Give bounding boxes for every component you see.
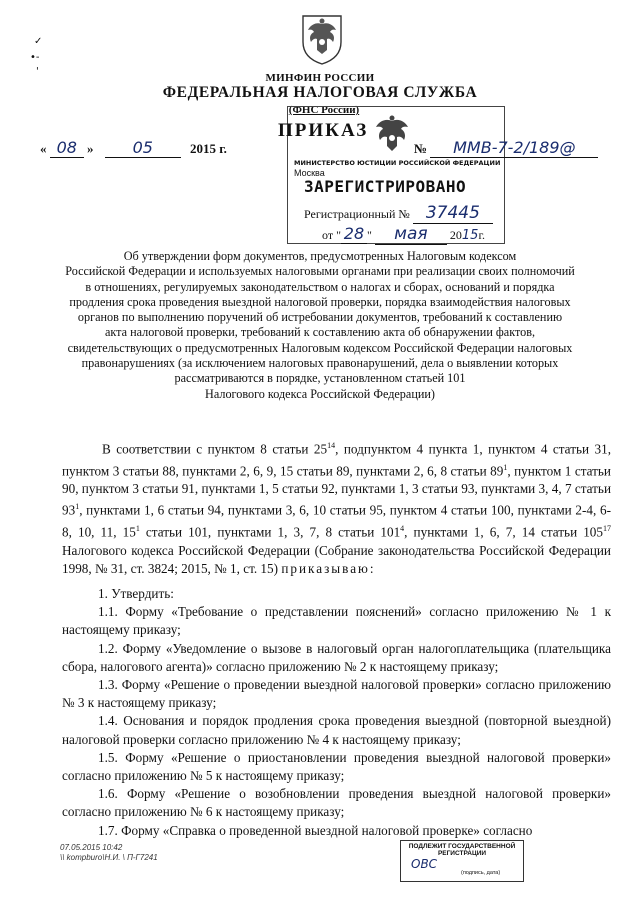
document-title: ПРИКАЗ (278, 120, 369, 141)
preamble-text: Налогового кодекса Российской Федерации (Собрание законодательства Российской Федерации 1998, № 31, ст. 3824; 2015, № 1, ст. 15) (62, 542, 611, 576)
order-items (62, 585, 611, 840)
superscript: 1 (135, 523, 140, 533)
date-month: 05 (105, 138, 181, 158)
stamp-reg-label: Регистрационный № (304, 207, 410, 221)
footer-timestamp: 07.05.2015 10:42 (60, 843, 123, 852)
document-date (40, 138, 227, 158)
subject-line: Российской Федерации и используемых налоговыми органами при реализации своих полномочий (65, 264, 575, 279)
subject-line: в отношениях, регулируемых законодательством о налогах и сборах, оснований и порядка (85, 279, 555, 294)
date-open-quote: « (40, 141, 47, 156)
stamp-date-g: г. (478, 228, 486, 242)
eagle-icon (372, 113, 412, 155)
date-year: 2015 г. (190, 141, 227, 156)
subject-line: Налогового кодекса Российской Федерации) (205, 386, 435, 401)
margin-mark: •- (30, 52, 40, 63)
podl-date-caption: (подпись, дата) (461, 870, 501, 876)
preamble-paragraph (62, 437, 611, 578)
date-close-quote: » (87, 141, 94, 156)
margin-mark: ✓ (34, 36, 43, 47)
stamp-ministry: МИНИСТЕРСТВО ЮСТИЦИИ РОССИЙСКОЙ ФЕДЕРАЦИИ (294, 159, 501, 167)
date-day: 08 (50, 138, 84, 158)
stamp-date-day: 28 (341, 224, 367, 244)
order-item: 1.2. Форму «Уведомление о вызове в налоговый орган налогоплательщика (плательщика сбора, налогового агента)» согласно приложению № 2 к настоящему приказу; (62, 640, 611, 674)
margin-mark: ' (36, 66, 39, 77)
stamp-city: Москва (294, 168, 325, 178)
stamp-reg-value: 37445 (413, 203, 493, 224)
superscript: 1 (503, 462, 508, 472)
subject-line: органов по выполнению поручений об истребовании документов, требований к составлению (77, 310, 563, 325)
podl-line1: ПОДЛЕЖИТ ГОСУДАРСТВЕННОЙ (408, 843, 516, 850)
order-item: 1.1. Форму «Требование о представлении пояснений» согласно приложению № 1 к настоящему приказу; (62, 604, 611, 638)
number-prefix: № (414, 141, 428, 156)
order-word: приказываю (281, 560, 370, 576)
subject-line: правонарушениях (за исключением налоговых правонарушений, дела о выявлении которых (81, 356, 559, 371)
order-item: 1.6. Форму «Решение о возобновлении проведения выездной налоговой проверки» согласно приложению № 6 к настоящему приказу; (62, 786, 611, 820)
footer-meta (60, 843, 158, 863)
stamp-registered: ЗАРЕГИСТРИРОВАНО (304, 177, 467, 196)
order-item: 1. Утвердить: (98, 586, 174, 601)
stamp-date-from: от " (322, 228, 341, 242)
subject-line: Об утверждении форм документов, предусмотренных Налоговым кодексом (123, 249, 517, 263)
registration-required-stamp (400, 840, 524, 882)
subject-line: свидетельствующих о предусмотренных Налоговым кодексом Российской Федерации налоговых (67, 340, 573, 355)
superscript: 17 (603, 523, 611, 533)
document-number (414, 138, 598, 158)
superscript: 1 (75, 502, 80, 512)
preamble-text: , пунктами 1, 6 статьи 94, пунктами 3, 6, 10 статьи 95, пунктом 4 статьи 100, пунктами 2-4, 6-8, 10, 11, 15 (62, 502, 611, 540)
superscript: 14 (327, 441, 336, 450)
stamp-date-year-prefix: 20 (449, 228, 462, 242)
footer-path: \\ kompburo\Н.И. \ П-Г7241 (60, 853, 158, 862)
podl-signature: ОВС (411, 857, 438, 871)
order-item: 1.7. Форму «Справка о проведенной выездной налоговой проверке» согласно (98, 822, 533, 838)
number-value: ММВ-7-2/189@ (430, 138, 598, 158)
podl-line2: РЕГИСТРАЦИИ (437, 850, 487, 857)
preamble-text: статьи 101, пунктами 1, 3, 7, 8 статьи 101 (139, 524, 401, 540)
order-item: 1.3. Форму «Решение о проведении выездной налоговой проверки» согласно приложению № 3 к настоящему приказу; (62, 677, 611, 711)
preamble-text: , подпунктом 4 пункта 1, пунктом 4 статьи 31, пунктом 3 статьи 88, пунктами 2, 6, 9, 15 статьи 89, пунктами 2, 6, 8 статьи 89 (62, 441, 611, 478)
stamp-date-year-suffix: 15 (461, 228, 479, 243)
preamble-colon: : (369, 560, 374, 576)
stamp-date-quote: " (366, 228, 372, 242)
service-short-text: (ФНС России) (288, 104, 360, 116)
superscript: 4 (400, 523, 405, 533)
stamp-reg-number (304, 203, 493, 224)
stamp-date-month: мая (375, 224, 447, 245)
ministry-name: МИНФИН РОССИИ (265, 72, 375, 84)
emblem-icon (299, 10, 345, 66)
subject-line: продления срока проведения выездной налоговой проверки, порядка взаимодействия налоговых (69, 294, 571, 309)
order-item: 1.5. Форму «Решение о приостановлении проведения выездной налоговой проверки» согласно приложению № 5 к настоящему приказу; (62, 749, 611, 784)
document-subject (40, 249, 600, 402)
order-item: 1.4. Основания и порядок продления срока проведения выездной (повторной выездной) налоговой проверки согласно приложению № 4 к настоящему приказу; (62, 713, 611, 747)
preamble-text: , пунктами 1, 6, 7, 14 статьи 105 (404, 524, 603, 540)
service-name: ФЕДЕРАЛЬНАЯ НАЛОГОВАЯ СЛУЖБА (162, 84, 478, 101)
stamp-date (322, 224, 485, 245)
preamble-text: , пунктом 1 статьи 90, пунктом 3 статьи 91, пунктами 1, 5 статьи 92, пунктами 1, 3 статьи 93, пунктами 3, 4, 7 статьи 93 (62, 462, 611, 518)
subject-line: рассматриваются в порядке, установленном статьей 101 (174, 371, 466, 386)
preamble (62, 437, 611, 578)
preamble-text: В соответствии с пунктом 8 статьи 25 (102, 441, 328, 457)
subject-line: акта налоговой проверки, требований к составлению акта об обнаружении фактов, (104, 325, 536, 340)
